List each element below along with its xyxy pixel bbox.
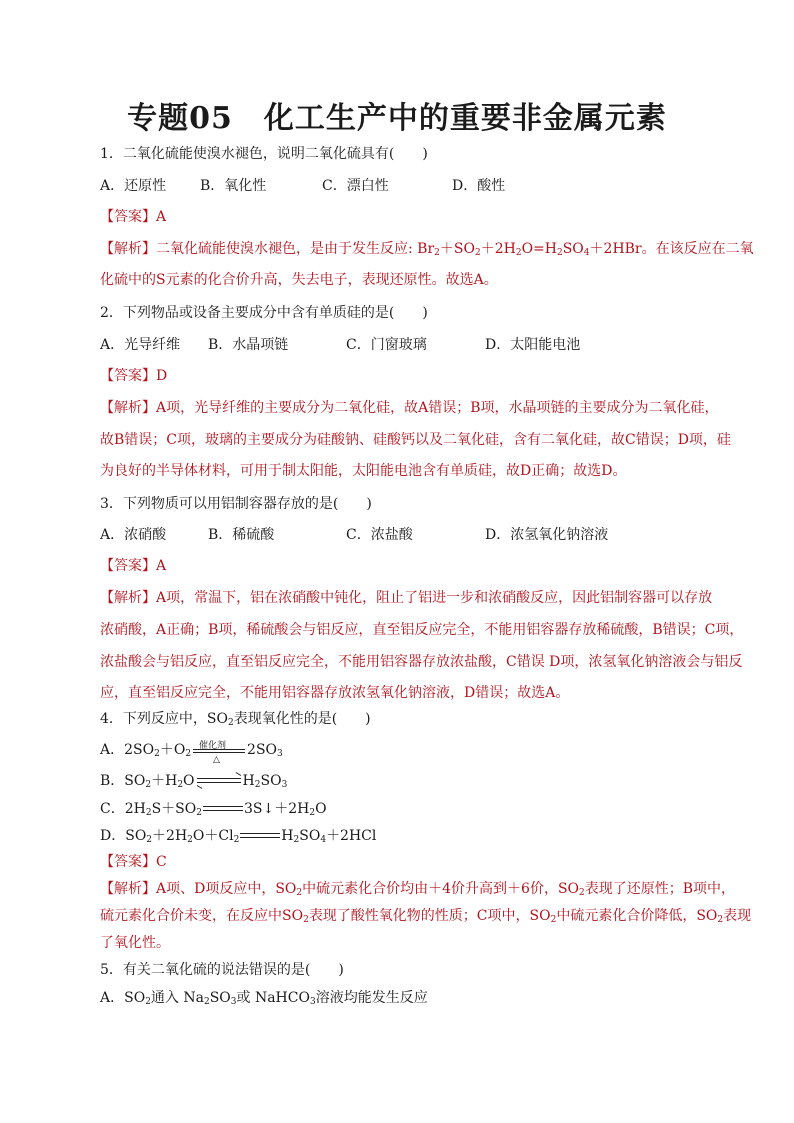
- subscript: 2: [550, 915, 557, 925]
- analysis-text: 表现: [723, 908, 752, 924]
- equation-text: SO: [260, 773, 282, 789]
- q2-analysis-line-1: [100, 399, 719, 417]
- analysis-text: A项，常温下，铝在浓硝酸中钝化，阻止了铝进一步和浓硝酸反应，因此铝制容器可以存放: [156, 590, 713, 606]
- subscript: 2: [187, 835, 193, 845]
- option-text: SO: [209, 990, 231, 1006]
- subscript: 2: [717, 915, 724, 925]
- equation-text: ＋O: [159, 742, 186, 758]
- subscript: 2: [154, 749, 160, 759]
- q3-analysis-line-2: 浓硝酸，A正确；B项，稀硫酸会与铝反应，直至铝反应完全，不能用铝容器存放稀硫酸，B错误；C项，: [100, 622, 744, 638]
- q2-option-a: A．光导纤维: [100, 337, 181, 353]
- q4-option-c: [100, 800, 327, 818]
- subscript: 2: [177, 780, 184, 790]
- question-1-stem: 1．二氧化硫能使溴水褪色，说明二氧化硫具有( ): [100, 146, 428, 162]
- subscript: 2: [227, 718, 234, 728]
- analysis-text: 中硫元素化合价降低，SO: [556, 908, 718, 924]
- analysis-text: 表现了还原性；B项中，: [584, 881, 736, 897]
- subscript: 2: [146, 835, 153, 845]
- subscript: 2: [233, 835, 240, 845]
- analysis-text: 中硫元素化合价均由＋4价升高到＋6价，SO: [302, 881, 580, 897]
- analysis-label: 【解析】: [100, 881, 156, 897]
- equation-text: ＋2HCl: [326, 828, 377, 844]
- subscript: 2: [203, 997, 210, 1007]
- subscript: 2: [434, 248, 440, 258]
- option-text: 通入 Na: [150, 990, 204, 1006]
- subscript: 3: [230, 997, 237, 1007]
- analysis-text: ＋2HBr。在该反应在二氧: [589, 241, 754, 257]
- heat-symbol: △: [213, 755, 220, 765]
- q2-option-d: D．太阳能电池: [485, 337, 581, 353]
- q4-option-a: [100, 741, 283, 765]
- equation-text: ＋H: [151, 773, 178, 789]
- catalyst-reversible-arrow: [193, 741, 245, 765]
- subscript: 3: [309, 997, 316, 1007]
- subscript: 2: [474, 248, 481, 258]
- q3-analysis-line-3: 浓盐酸会与铝反应，直至铝反应完全，不能用铝容器存放浓盐酸，C错误 D项，浓氢氧化钠溶液会与铝反: [100, 654, 743, 670]
- equals-sign-icon: [240, 831, 280, 841]
- q3-option-a: A．浓硝酸: [100, 527, 167, 543]
- analysis-label: 【解析】: [100, 400, 156, 416]
- equation-text: O: [315, 801, 327, 817]
- option-text: A．SO: [100, 990, 146, 1006]
- q1-answer: [100, 208, 166, 226]
- equation-text: S＋SO: [151, 801, 197, 817]
- equals-sign-icon: [203, 804, 243, 814]
- option-text: 或 NaHCO: [236, 990, 310, 1006]
- equation-text: SO: [299, 828, 321, 844]
- answer-value: A: [156, 209, 167, 225]
- equation-text: O: [183, 773, 195, 789]
- analysis-text: 表现了酸性氧化物的性质；C项中，SO: [308, 908, 551, 924]
- analysis-text: 二氧化硫能使溴水褪色，是由于发生反应: Br: [156, 241, 435, 257]
- page-title: 专题05 化工生产中的重要非金属元素: [127, 101, 667, 136]
- equation-text: 2SO: [247, 742, 278, 758]
- q4-option-d: [100, 827, 376, 845]
- reversible-arrow-icon: [197, 774, 241, 788]
- subscript: 4: [320, 835, 327, 845]
- analysis-text: ＋SO: [439, 241, 475, 257]
- q1-analysis-line-2: 化硫中的S元素的化合价升高，失去电子，表现还原性。故选A。: [100, 272, 498, 288]
- subscript: 2: [515, 248, 522, 258]
- equation-text: A．2SO: [100, 742, 155, 758]
- subscript: 2: [579, 888, 585, 898]
- q2-option-c: C．门窗玻璃: [346, 337, 427, 353]
- q4-option-b: [100, 772, 287, 790]
- subscript: 2: [145, 780, 152, 790]
- analysis-text: SO: [562, 241, 584, 257]
- subscript: 2: [293, 835, 300, 845]
- q2-answer: [100, 367, 167, 385]
- answer-value: D: [156, 368, 168, 384]
- q3-analysis-line-1: [100, 589, 712, 607]
- q1-option-b: B．氧化性: [200, 178, 267, 194]
- equation-text: D．SO: [100, 828, 147, 844]
- answer-value: C: [156, 854, 167, 870]
- subscript: 2: [303, 915, 309, 925]
- subscript: 2: [309, 808, 316, 818]
- equation-text: C．2H: [100, 801, 146, 817]
- q3-option-d: D．浓氢氧化钠溶液: [485, 527, 609, 543]
- q3-option-c: C．浓盐酸: [346, 527, 413, 543]
- analysis-text: ＋2H: [480, 241, 516, 257]
- answer-label: 【答案】: [100, 209, 156, 225]
- analysis-text: O=H: [521, 241, 557, 257]
- subscript: 2: [145, 997, 151, 1007]
- answer-label: 【答案】: [100, 558, 156, 574]
- q3-option-b: B．稀硫酸: [208, 527, 275, 543]
- catalyst-label: 催化剂: [199, 741, 227, 751]
- equation-text: O＋Cl: [192, 828, 234, 844]
- subscript: 2: [145, 808, 152, 818]
- q4-analysis-line-3: 了氧化性。: [100, 935, 170, 951]
- question-4-stem: [100, 710, 371, 728]
- question-3-stem: 3．下列物质可以用铝制容器存放的是( ): [100, 496, 372, 512]
- subscript: 2: [196, 808, 202, 818]
- subscript: 2: [556, 248, 563, 258]
- subscript: 3: [277, 749, 283, 759]
- answer-value: A: [156, 558, 167, 574]
- question-5-stem: 5．有关二氧化硫的说法错误的是( ): [100, 962, 344, 978]
- subscript: 2: [254, 780, 261, 790]
- q4-analysis-line-1: [100, 880, 735, 898]
- equation-text: H: [281, 828, 294, 844]
- equation-text: 3S↓＋2H: [243, 801, 310, 817]
- stem-text: 4．下列反应中，SO: [100, 711, 228, 727]
- q3-answer: [100, 557, 166, 575]
- question-2-stem: 2．下列物品或设备主要成分中含有单质硅的是( ): [100, 305, 428, 321]
- answer-label: 【答案】: [100, 368, 156, 384]
- subscript: 2: [296, 888, 303, 898]
- stem-text: 表现氧化性的是( ): [233, 711, 371, 727]
- q3-analysis-line-4: 应，直至铝反应完全，不能用铝容器存放浓氢氧化钠溶液，D错误；故选A。: [100, 685, 570, 701]
- answer-label: 【答案】: [100, 854, 156, 870]
- q2-analysis-line-3: 为良好的半导体材料，可用于制太阳能，太阳能电池含有单质硅，故D正确；故选D。: [100, 463, 627, 479]
- q5-option-a: [100, 989, 428, 1007]
- analysis-text: 硫元素化合价未变，在反应中SO: [100, 908, 304, 924]
- q2-analysis-line-2: 故B错误；C项，玻璃的主要成分为硅酸钠、硅酸钙以及二氧化硅，含有二氧化硅，故C错误；D项，硅: [100, 432, 731, 448]
- q1-analysis-line-1: [100, 240, 754, 258]
- q1-option-d: D．酸性: [452, 178, 506, 194]
- q1-option-c: C．漂白性: [322, 178, 389, 194]
- option-text: 溶液均能发生反应: [315, 990, 428, 1006]
- analysis-text: A项、D项反应中，SO: [156, 881, 297, 897]
- q1-option-a: A．还原性: [100, 178, 167, 194]
- q4-analysis-line-2: [100, 907, 751, 925]
- subscript: 2: [185, 749, 192, 759]
- analysis-label: 【解析】: [100, 241, 156, 257]
- equation-text: B．SO: [100, 773, 146, 789]
- q4-answer: [100, 853, 167, 871]
- equation-text: ＋2H: [152, 828, 188, 844]
- q2-option-b: B．水晶项链: [208, 337, 289, 353]
- analysis-text: A项，光导纤维的主要成分为二氧化硅，故A错误；B项，水晶项链的主要成分为二氧化硅，: [156, 400, 719, 416]
- analysis-label: 【解析】: [100, 590, 156, 606]
- subscript: 3: [281, 780, 288, 790]
- subscript: 4: [583, 248, 590, 258]
- equation-text: H: [242, 773, 255, 789]
